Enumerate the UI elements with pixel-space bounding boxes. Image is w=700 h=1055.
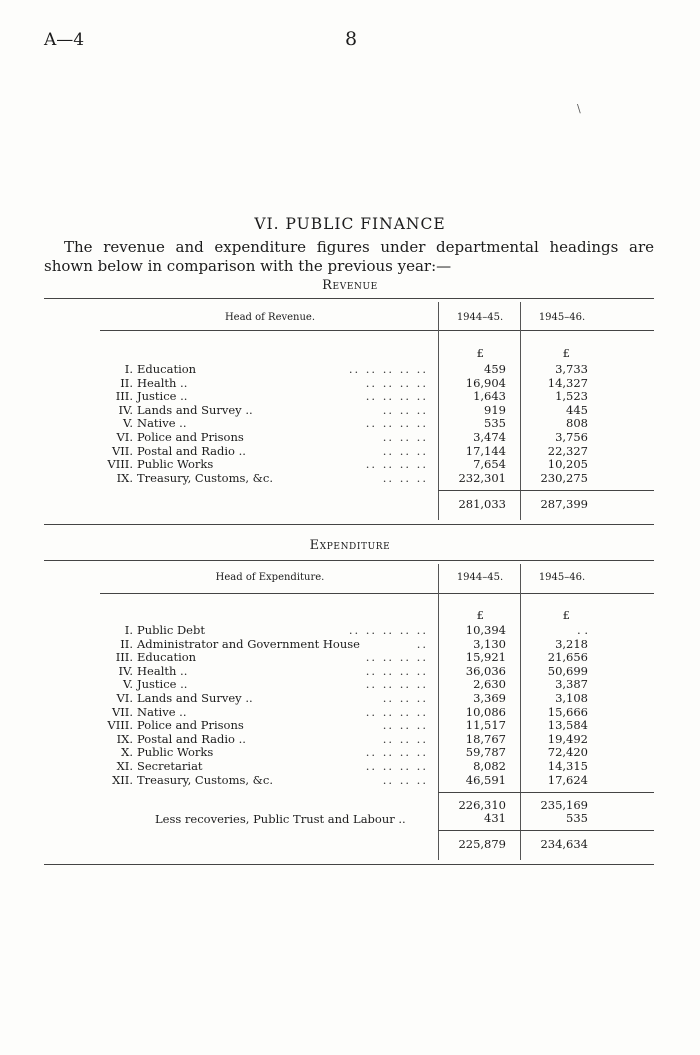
row-value-1944: 535 xyxy=(484,416,506,431)
table-row xyxy=(0,624,700,638)
revenue-total-1945: 287,399 xyxy=(540,497,588,511)
revenue-total-rule xyxy=(438,490,654,491)
row-name: Police and Prisons xyxy=(137,718,244,733)
row-leader-dots: .. .. .. .. xyxy=(365,375,428,390)
expenditure-top-rule xyxy=(44,560,654,561)
intro-line-1: The revenue and expenditure figures under departmental headings are xyxy=(64,238,654,256)
row-value-1944: 232,301 xyxy=(458,470,506,485)
table-row xyxy=(0,733,700,747)
revenue-heading: Revenue xyxy=(322,278,378,293)
row-name: Treasury, Customs, &c. xyxy=(137,772,274,787)
expenditure-subtotal-1944: 226,310 xyxy=(458,798,506,812)
row-number: XI. xyxy=(116,759,133,773)
row-value-1945: 3,387 xyxy=(555,677,588,692)
table-row xyxy=(0,458,700,472)
row-name: Public Works xyxy=(137,745,214,760)
row-value-1944: 18,767 xyxy=(465,731,506,746)
expenditure-col-head: Head of Expenditure. xyxy=(215,572,325,583)
intro-line-2: shown below in comparison with the previous year:— xyxy=(44,257,452,275)
revenue-year-1944: 1944–45. xyxy=(456,312,504,323)
row-number: II. xyxy=(120,375,133,390)
row-value-1945: 14,315 xyxy=(547,759,588,773)
row-leader-dots: .. .. .. .. xyxy=(365,745,428,760)
row-value-1945: 10,205 xyxy=(547,457,588,472)
row-value-1944: 3,130 xyxy=(473,636,506,651)
table-row xyxy=(0,665,700,679)
row-leader-dots: .. .. .. .. xyxy=(365,650,428,665)
row-name: Justice .. xyxy=(137,389,188,404)
row-value-1944: 1,643 xyxy=(473,389,506,404)
row-number: X. xyxy=(121,745,133,760)
row-number: V. xyxy=(123,416,133,431)
row-number: I. xyxy=(124,362,133,376)
row-name: Health .. xyxy=(137,663,188,678)
table-row xyxy=(0,638,700,652)
less-recoveries-label: Less recoveries, Public Trust and Labour .. xyxy=(155,812,406,826)
row-value-1945: 1,523 xyxy=(555,389,588,404)
expenditure-total-1944: 225,879 xyxy=(458,837,506,851)
row-value-1944: 919 xyxy=(484,402,506,417)
row-value-1945: 15,666 xyxy=(547,704,588,719)
row-name: Lands and Survey .. xyxy=(137,402,253,417)
row-leader-dots: .. .. .. .. xyxy=(365,457,428,472)
row-leader-dots: .. .. .. xyxy=(382,443,428,458)
row-leader-dots: .. .. .. xyxy=(382,691,428,705)
row-number: IV. xyxy=(118,402,133,417)
revenue-unit-1: £ xyxy=(476,346,484,360)
row-leader-dots: .. .. .. .. xyxy=(365,416,428,431)
row-leader-dots: .. xyxy=(416,636,428,651)
row-number: V. xyxy=(123,677,133,692)
row-value-1945: 808 xyxy=(566,416,588,431)
row-value-1945: 21,656 xyxy=(547,650,588,665)
row-value-1944: 7,654 xyxy=(473,457,506,472)
less-recoveries-1944: 431 xyxy=(484,811,506,825)
table-row xyxy=(0,774,700,788)
row-value-1944: 8,082 xyxy=(473,759,506,773)
revenue-unit-2: £ xyxy=(562,346,570,360)
row-name: Public Works xyxy=(137,457,214,472)
row-name: Justice .. xyxy=(137,677,188,692)
table-row xyxy=(0,706,700,720)
stray-mark: \ xyxy=(577,102,581,115)
expenditure-subtotal-1945: 235,169 xyxy=(540,798,588,812)
revenue-col-head: Head of Revenue. xyxy=(224,312,316,323)
table-row xyxy=(0,431,700,445)
row-value-1944: 46,591 xyxy=(465,772,506,787)
row-value-1945: 3,218 xyxy=(555,636,588,651)
table-row xyxy=(0,719,700,733)
expenditure-header-rule xyxy=(100,593,654,594)
revenue-year-1945: 1945–46. xyxy=(538,312,586,323)
row-value-1945: 13,584 xyxy=(547,718,588,733)
less-recoveries-1945: 535 xyxy=(566,811,588,825)
row-leader-dots: .. .. .. .. xyxy=(365,663,428,678)
expenditure-year-1945: 1945–46. xyxy=(538,572,586,583)
revenue-bottom-rule xyxy=(44,524,654,525)
table-row xyxy=(0,404,700,418)
row-number: III. xyxy=(115,650,133,665)
row-number: XII. xyxy=(112,772,133,787)
row-value-1945: 17,624 xyxy=(547,772,588,787)
row-number: IX. xyxy=(116,731,133,746)
row-name: Treasury, Customs, &c. xyxy=(137,470,274,485)
row-value-1945: 50,699 xyxy=(547,663,588,678)
table-row xyxy=(0,651,700,665)
page-ref: A—4 xyxy=(44,30,85,50)
row-value-1945: 3,733 xyxy=(555,362,588,376)
table-row xyxy=(0,363,700,377)
expenditure-year-1944: 1944–45. xyxy=(456,572,504,583)
row-name: Education xyxy=(137,362,197,376)
revenue-header-rule xyxy=(100,330,654,331)
expenditure-bottom-rule xyxy=(44,864,654,865)
row-name: Postal and Radio .. xyxy=(137,731,246,746)
row-value-1944: 10,394 xyxy=(465,623,506,637)
row-number: I. xyxy=(124,623,133,637)
row-value-1945: . . xyxy=(577,623,588,637)
row-value-1944: 459 xyxy=(484,362,506,376)
table-row xyxy=(0,746,700,760)
row-value-1944: 17,144 xyxy=(465,443,506,458)
row-name: Native .. xyxy=(137,704,187,719)
row-number: III. xyxy=(115,389,133,404)
row-number: VII. xyxy=(111,704,133,719)
row-leader-dots: .. .. .. xyxy=(382,402,428,417)
row-leader-dots: .. .. .. .. xyxy=(365,704,428,719)
row-value-1944: 59,787 xyxy=(465,745,506,760)
row-name: Administrator and Government House xyxy=(137,636,360,651)
row-value-1944: 3,369 xyxy=(473,691,506,705)
table-row xyxy=(0,692,700,706)
row-name: Police and Prisons xyxy=(137,430,244,444)
row-name: Health .. xyxy=(137,375,188,390)
row-number: II. xyxy=(120,636,133,651)
row-leader-dots: .. .. .. .. xyxy=(365,389,428,404)
row-value-1945: 445 xyxy=(566,402,588,417)
table-row xyxy=(0,760,700,774)
expenditure-total-1945: 234,634 xyxy=(540,837,588,851)
table-row xyxy=(0,377,700,391)
row-value-1945: 22,327 xyxy=(547,443,588,458)
table-row xyxy=(0,390,700,404)
row-leader-dots: .. .. .. .. .. xyxy=(348,362,428,376)
row-name: Education xyxy=(137,650,197,665)
row-leader-dots: .. .. .. xyxy=(382,718,428,733)
row-leader-dots: .. .. .. xyxy=(382,430,428,444)
row-leader-dots: .. .. .. xyxy=(382,772,428,787)
row-number: VI. xyxy=(116,691,133,705)
row-value-1944: 11,517 xyxy=(465,718,506,733)
row-number: VII. xyxy=(111,443,133,458)
expenditure-unit-2: £ xyxy=(562,608,570,622)
row-leader-dots: .. .. .. .. .. xyxy=(348,623,428,637)
expenditure-unit-1: £ xyxy=(476,608,484,622)
table-row xyxy=(0,472,700,486)
row-value-1945: 3,756 xyxy=(555,430,588,444)
row-number: IV. xyxy=(118,663,133,678)
row-value-1945: 72,420 xyxy=(547,745,588,760)
row-name: Secretariat xyxy=(137,759,203,773)
row-number: VI. xyxy=(116,430,133,444)
row-number: VIII. xyxy=(107,457,133,472)
row-leader-dots: .. .. .. xyxy=(382,731,428,746)
row-name: Lands and Survey .. xyxy=(137,691,253,705)
row-value-1944: 16,904 xyxy=(465,375,506,390)
row-number: VIII. xyxy=(107,718,133,733)
row-leader-dots: .. .. .. .. xyxy=(365,677,428,692)
row-value-1944: 2,630 xyxy=(473,677,506,692)
row-value-1945: 19,492 xyxy=(547,731,588,746)
page-number: 8 xyxy=(345,28,358,50)
row-name: Public Debt xyxy=(137,623,205,637)
row-leader-dots: .. .. .. .. xyxy=(365,759,428,773)
row-name: Native .. xyxy=(137,416,187,431)
section-title: VI. PUBLIC FINANCE xyxy=(254,215,446,233)
row-name: Postal and Radio .. xyxy=(137,443,246,458)
intro-paragraph xyxy=(44,238,654,276)
row-value-1945: 14,327 xyxy=(547,375,588,390)
row-value-1944: 15,921 xyxy=(465,650,506,665)
row-leader-dots: .. .. .. xyxy=(382,470,428,485)
table-row xyxy=(0,445,700,459)
row-value-1944: 3,474 xyxy=(473,430,506,444)
expenditure-heading: Expenditure xyxy=(309,538,391,553)
row-value-1944: 10,086 xyxy=(465,704,506,719)
revenue-total-1944: 281,033 xyxy=(458,497,506,511)
table-row xyxy=(0,678,700,692)
row-number: IX. xyxy=(116,470,133,485)
expenditure-subtotal-rule xyxy=(438,792,654,793)
table-row xyxy=(0,417,700,431)
expenditure-total-rule xyxy=(438,830,654,831)
row-value-1945: 3,108 xyxy=(555,691,588,705)
revenue-top-rule xyxy=(44,298,654,299)
row-value-1944: 36,036 xyxy=(465,663,506,678)
row-value-1945: 230,275 xyxy=(540,470,588,485)
